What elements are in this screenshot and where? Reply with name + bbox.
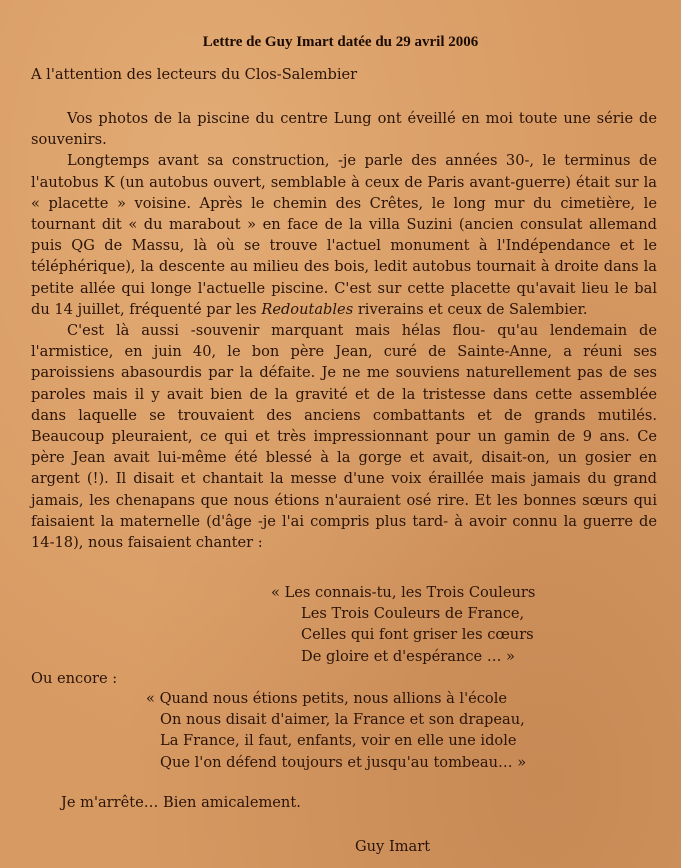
poem-line: La France, il faut, enfants, voir en elle une idole (160, 732, 517, 750)
poem-line: De gloire et d'espérance … » (301, 647, 515, 665)
letter-address: A l'attention des lecteurs du Clos-Salembier (31, 66, 358, 83)
poem-line: Les Trois Couleurs de France, (301, 605, 525, 623)
poem-trois-couleurs (271, 582, 535, 667)
paragraph-terminus-text: Longtemps avant sa construction, -je parle des années 30-, le terminus de l'autobus K (un autobus ouvert, semblable à ceux de Paris avant-guerre) était sur la « placette » voisine. Après le chemin des Crêtes, le long mur du cimetière, le tournant dit « du marabout » en face de la villa Suzini (ancien consulat allemand puis QG de Massu, là où se trouve l'actuel monument à l'Indépendance et le téléphérique), la descente au milieu des bois, ledit autobus tournait à droite dans la petite allée qui longe l'actuelle piscine. C'est sur cette placette qu'avait lieu le bal du 14 juillet, fréquenté par les (31, 152, 657, 318)
poem-line: Que l'on défend toujours et jusqu'au tombeau… » (160, 753, 527, 771)
closing-line: Je m'arrête… Bien amicalement. (61, 794, 301, 811)
poem-ecole (146, 688, 526, 773)
paragraph-photos: Vos photos de la piscine du centre Lung ont éveillé en moi toute une série de souvenirs. (31, 110, 657, 149)
poem-line: « Les connais-tu, les Trois Couleurs (271, 584, 536, 601)
ou-encore-label: Ou encore : (31, 670, 118, 687)
redoutables-italic: Redoutables (261, 300, 354, 318)
signature: Guy Imart (355, 838, 431, 855)
poem-line: « Quand nous étions petits, nous allions à l'école (146, 690, 507, 707)
paragraph-terminus (31, 150, 657, 320)
paragraph-terminus-end: riverains et ceux de Salembier. (353, 300, 588, 318)
letter-body (31, 108, 657, 553)
poem-line: Celles qui font griser les cœurs (301, 626, 534, 644)
letter-title: Lettre de Guy Imart datée du 29 avril 2006 (202, 34, 479, 50)
poem-line: On nous disait d'aimer, la France et son drapeau, (160, 711, 525, 729)
paragraph-armistice: C'est là aussi -souvenir marquant mais hélas flou- qu'au lendemain de l'armistice, en juin 40, le bon père Jean, curé de Sainte-Anne, a réuni ses paroissiens abasourdis par la défaite. Je ne me souviens naturellement pas de ses paroles mais il y avait bien de la gravité et de la tristesse dans cette assemblée dans laquelle se trouvaient des anciens combattants et de grands mutilés. Beaucoup pleuraient, ce qui et très impressionnant pour un gamin de 9 ans. Ce père Jean avait lui-même été blessé à la gorge et avait, disait-on, un gosier en argent (!). Il disait et chantait la messe d'une voix éraillée mais jamais du grand jamais, les chenapans que nous étions n'auraient osé rire. Et les bonnes sœurs qui faisaient la maternelle (d'âge -je l'ai compris plus tard- à avoir connu la guerre de 14-18), nous faisaient chanter : (31, 322, 657, 552)
